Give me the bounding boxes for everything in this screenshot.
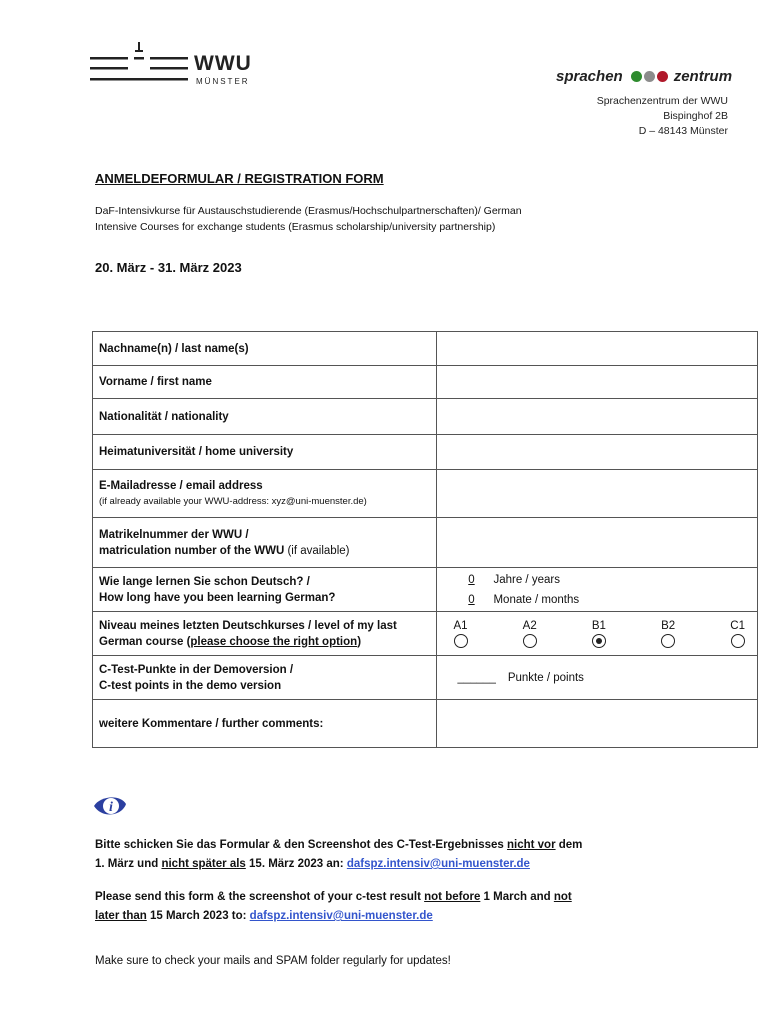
registration-table [92,331,758,748]
level-option-label: B2 [661,619,676,632]
form-title: ANMELDEFORMULAR / REGISTRATION FORM [95,171,384,186]
years-input[interactable]: 0 [468,573,475,586]
en-text-2: 1 March and [480,891,554,903]
en-email-link[interactable]: dafspz.intensiv@uni-muenster.de [249,910,433,922]
level-option-label: A1 [453,619,468,632]
nationality-field[interactable] [437,399,758,435]
level-label-cell [93,612,437,656]
sprachenzentrum-logo [556,68,732,85]
home-university-field[interactable] [437,435,758,470]
address-line: Sprachenzentrum der WWU [596,95,728,107]
level-radio[interactable] [523,634,537,648]
spz-logo-right: zentrum [673,68,733,85]
table-row [93,568,758,612]
level-option[interactable] [453,620,467,648]
table-row [93,612,758,656]
spam-note: Make sure to check your mails and SPAM folder regularly for updates! [95,955,451,967]
level-option-label: B1 [591,619,606,632]
en-emphasis-2a: not [553,891,572,903]
email-label-cell [93,470,437,518]
ctest-field [437,656,758,700]
spz-dots-icon [631,71,668,82]
level-option[interactable] [661,620,675,648]
de-email-link[interactable]: dafspz.intensiv@uni-muenster.de [346,858,530,870]
last-name-label: Nachname(n) / last name(s) [93,332,437,366]
table-row [93,656,758,700]
duration-label-1: Wie lange lernen Sie schon Deutsch? / [99,575,310,588]
matriculation-label-1: Matrikelnummer der WWU / [99,528,249,541]
spz-logo-left: sprachen [556,68,623,85]
ctest-points-input[interactable]: ______ [457,671,496,684]
level-label-close: ) [357,635,362,648]
info-eye-icon [92,791,128,821]
table-row [93,700,758,748]
level-radio[interactable] [731,634,745,648]
table-row [93,399,758,435]
matriculation-field[interactable] [437,518,758,568]
level-label-emphasis: please choose the right option [190,635,358,648]
level-option[interactable] [523,620,537,648]
nationality-label: Nationalität / nationality [93,399,437,435]
matriculation-hint: (if available) [284,544,350,557]
table-row [93,518,758,568]
level-radio[interactable] [592,634,606,648]
ctest-label-2: C-test points in the demo version [99,679,282,692]
ctest-label-cell [93,656,437,700]
table-row [93,332,758,366]
table-row [93,366,758,399]
first-name-label: Vorname / first name [93,366,437,399]
level-option-label: A2 [522,619,537,632]
table-row [93,470,758,518]
first-name-field[interactable] [437,366,758,399]
en-emphasis-2b: later than [95,910,147,922]
duration-label-2: How long have you been learning German? [99,591,336,604]
address-block [597,94,728,139]
level-option[interactable] [730,620,745,648]
de-text-3: 1. März und [95,858,162,870]
english-instructions [95,888,572,926]
de-emphasis-1: nicht vor [507,839,556,851]
ctest-label-1: C-Test-Punkte in der Demoversion / [99,663,294,676]
duration-label-cell [93,568,437,612]
months-unit: Monate / months [493,593,580,606]
wwu-logo-text: WWU [194,52,252,75]
duration-field [437,568,758,612]
intro-line-1: DaF-Intensivkurse für Austauschstudierende (Erasmus/Hochschulpartnerschaften)/ German [95,205,522,217]
level-options [437,612,758,656]
de-text-2: dem [555,839,583,851]
level-radio[interactable] [661,634,675,648]
ctest-unit: Punkte / points [507,671,584,684]
address-line: D – 48143 Münster [638,125,728,137]
course-intro [95,203,522,235]
wwu-logo-subtext: MÜNSTER [196,77,250,86]
level-option[interactable] [592,620,606,648]
last-name-field[interactable] [437,332,758,366]
matriculation-label-2: matriculation number of the WWU [99,544,285,557]
spz-dot-grey [644,71,655,82]
email-field[interactable] [437,470,758,518]
en-text: Please send this form & the screenshot of your c-test result [95,891,425,903]
address-line: Bispinghof 2B [663,110,728,122]
matriculation-label-cell [93,518,437,568]
spz-dot-red [657,71,668,82]
level-label-1: Niveau meines letzten Deutschkurses / level of my last [99,619,397,632]
comments-label: weitere Kommentare / further comments: [93,700,437,748]
svg-text:i: i [109,800,113,815]
months-input[interactable]: 0 [468,593,475,606]
years-unit: Jahre / years [493,573,560,586]
de-emphasis-2: nicht später als [161,858,246,870]
table-row [93,435,758,470]
email-label: E-Mailadresse / email address [99,480,263,492]
german-instructions [95,836,582,874]
de-text-4: 15. März 2023 an: [245,858,347,870]
level-label-2: German course ( [99,635,191,648]
comments-field[interactable] [437,700,758,748]
level-option-label: C1 [730,619,745,632]
email-hint: (if already available your WWU-address: xyz@uni-muenster.de) [99,496,367,507]
level-radio[interactable] [454,634,468,648]
en-text-3: 15 March 2023 to: [146,910,250,922]
course-dates: 20. März - 31. März 2023 [95,260,242,275]
intro-line-2: Intensive Courses for exchange students (Erasmus scholarship/university partnership) [95,221,496,233]
de-text: Bitte schicken Sie das Formular & den Screenshot des C-Test-Ergebnisses [95,839,507,851]
en-emphasis-1: not before [424,891,481,903]
spz-dot-green [631,71,642,82]
home-university-label: Heimatuniversität / home university [93,435,437,470]
